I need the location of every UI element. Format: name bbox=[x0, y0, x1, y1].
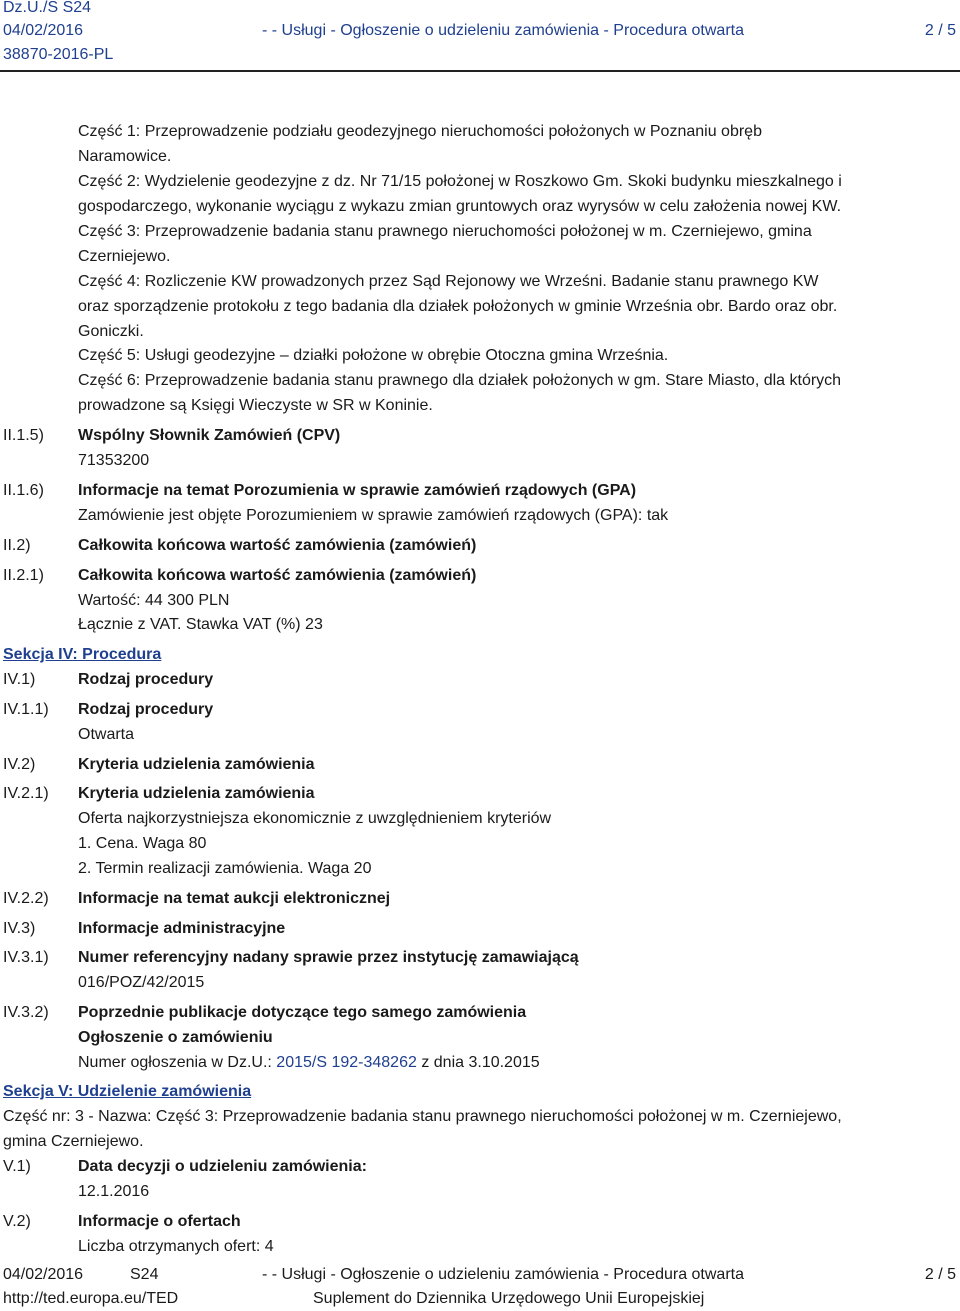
footer-url[interactable]: http://ted.europa.eu/TED bbox=[3, 1290, 179, 1307]
part-line: Naramowice. bbox=[78, 148, 172, 165]
award-criteria-heading: Kryteria udzielenia zamówienia bbox=[78, 756, 315, 773]
footer-title: - - Usługi - Ogłoszenie o udzieleniu zamówienia - Procedura otwarta bbox=[262, 1266, 744, 1283]
gpa-heading: Informacje na temat Porozumienia w sprawie zamówień rządowych (GPA) bbox=[78, 482, 637, 499]
journal-ref[interactable]: Dz.U./S S24 bbox=[3, 0, 92, 16]
award-criteria-subheading: Kryteria udzielenia zamówienia bbox=[78, 785, 315, 802]
criterion-item: 2. Termin realizacji zamówienia. Waga 20 bbox=[78, 860, 372, 877]
procedure-type-heading: Rodzaj procedury bbox=[78, 671, 214, 688]
part-line: Goniczki. bbox=[78, 323, 144, 340]
part-line: Czerniejewo. bbox=[78, 248, 171, 265]
criterion-item: 1. Cena. Waga 80 bbox=[78, 835, 207, 852]
procedure-type-value: Otwarta bbox=[78, 726, 135, 743]
offers-heading: Informacje o ofertach bbox=[78, 1213, 241, 1230]
section-iv-title: Sekcja IV: Procedura bbox=[3, 646, 162, 663]
admin-info-heading: Informacje administracyjne bbox=[78, 920, 286, 937]
page-header bbox=[0, 0, 960, 72]
section-number: IV.3) bbox=[3, 920, 36, 937]
page-footer bbox=[0, 1262, 960, 1311]
section-number: II.2.1) bbox=[3, 567, 44, 584]
offers-count: Liczba otrzymanych ofert: 4 bbox=[78, 1238, 274, 1255]
section-number: IV.1.1) bbox=[3, 701, 49, 718]
total-value: Wartość: 44 300 PLN bbox=[78, 592, 230, 609]
section-number: IV.2.1) bbox=[3, 785, 49, 802]
previous-publications-heading: Poprzednie publikacje dotyczące tego samego zamówienia bbox=[78, 1004, 527, 1021]
contract-notice-heading: Ogłoszenie o zamówieniu bbox=[78, 1029, 273, 1046]
notice-reference-link[interactable]: 2015/S 192-348262 bbox=[276, 1054, 417, 1071]
cpv-code: 71353200 bbox=[78, 452, 150, 469]
vat-info: Łącznie z VAT. Stawka VAT (%) 23 bbox=[78, 616, 323, 633]
part-line: Część 2: Wydzielenie geodezyjne z dz. Nr 71/15 położonej w Roszkowo Gm. Skoki budynku mieszkalnego i bbox=[78, 173, 842, 190]
part-line: Część 4: Rozliczenie KW prowadzonych przez Sąd Rejonowy we Wrześni. Badanie stanu prawnego KW bbox=[78, 273, 819, 290]
total-value-heading: Całkowita końcowa wartość zamówienia (zamówień) bbox=[78, 537, 477, 554]
part-line: Część 1: Przeprowadzenie podziału geodezyjnego nieruchomości położonych w Poznaniu obręb bbox=[78, 123, 762, 140]
header-date: 04/02/2016 bbox=[3, 22, 84, 39]
award-criteria-text: Oferta najkorzystniejsza ekonomicznie z uwzględnieniem kryteriów bbox=[78, 810, 552, 827]
header-page: 2 / 5 bbox=[924, 22, 956, 39]
notice-reference-date: z dnia 3.10.2015 bbox=[421, 1054, 540, 1071]
doc-id: 38870-2016-PL bbox=[3, 46, 114, 63]
section-number: V.2) bbox=[3, 1213, 31, 1230]
section-number: IV.1) bbox=[3, 671, 36, 688]
section-number: II.1.5) bbox=[3, 427, 44, 444]
footer-supplement: Suplement do Dziennika Urzędowego Unii Europejskiej bbox=[313, 1290, 705, 1307]
section-v-title: Sekcja V: Udzielenie zamówienia bbox=[3, 1083, 252, 1100]
part-line: Część 6: Przeprowadzenie badania stanu prawnego dla działek położonych w gm. Stare Miasto, dla których bbox=[78, 372, 842, 389]
total-value-subheading: Całkowita końcowa wartość zamówienia (zamówień) bbox=[78, 567, 477, 584]
section-number: V.1) bbox=[3, 1158, 31, 1175]
part-line: gospodarczego, wykonanie wyciągu z wykazu zmian gruntowych oraz wyrysów w celu założenia nowej KW. bbox=[78, 198, 842, 215]
part-line: Część 3: Przeprowadzenie badania stanu prawnego nieruchomości położonej w m. Czerniejewo, gmina bbox=[78, 223, 812, 240]
gpa-value: Zamówienie jest objęte Porozumieniem w sprawie zamówień rządowych (GPA): tak bbox=[78, 507, 669, 524]
part-line: oraz sporządzenie protokołu z tego badania dla działek położonych w gminie Września obr. Bardo oraz obr. bbox=[78, 298, 838, 315]
award-date: 12.1.2016 bbox=[78, 1183, 150, 1200]
footer-page: 2 / 5 bbox=[924, 1266, 956, 1283]
part-line: prowadzone są Księgi Wieczyste w SR w Koninie. bbox=[78, 397, 433, 414]
footer-series: S24 bbox=[130, 1266, 159, 1283]
e-auction-heading: Informacje na temat aukcji elektronicznej bbox=[78, 890, 391, 907]
cpv-heading: Wspólny Słownik Zamówień (CPV) bbox=[78, 427, 341, 444]
part-award-line: gmina Czerniejewo. bbox=[3, 1133, 144, 1150]
header-divider bbox=[0, 70, 960, 72]
part-award-line: Część nr: 3 - Nazwa: Część 3: Przeprowadzenie badania stanu prawnego nieruchomości położonej w m. Czerniejewo, bbox=[3, 1108, 842, 1125]
section-number: IV.2.2) bbox=[3, 890, 49, 907]
header-title: - - Usługi - Ogłoszenie o udzieleniu zamówienia - Procedura otwarta bbox=[262, 22, 744, 39]
part-line: Część 5: Usługi geodezyjne – działki położone w obrębie Otoczna gmina Września. bbox=[78, 347, 669, 364]
award-date-heading: Data decyzji o udzieleniu zamówienia: bbox=[78, 1158, 367, 1175]
footer-date: 04/02/2016 bbox=[3, 1266, 84, 1283]
section-number: IV.2) bbox=[3, 756, 36, 773]
notice-reference bbox=[78, 1053, 540, 1072]
procedure-type-subheading: Rodzaj procedury bbox=[78, 701, 214, 718]
section-number: IV.3.2) bbox=[3, 1004, 49, 1021]
section-number: II.2) bbox=[3, 537, 31, 554]
reference-number-heading: Numer referencyjny nadany sprawie przez instytucję zamawiającą bbox=[78, 949, 579, 966]
reference-number: 016/POZ/42/2015 bbox=[78, 974, 205, 991]
notice-reference-label: Numer ogłoszenia w Dz.U.: bbox=[78, 1054, 272, 1071]
section-number: II.1.6) bbox=[3, 482, 44, 499]
section-number: IV.3.1) bbox=[3, 949, 49, 966]
